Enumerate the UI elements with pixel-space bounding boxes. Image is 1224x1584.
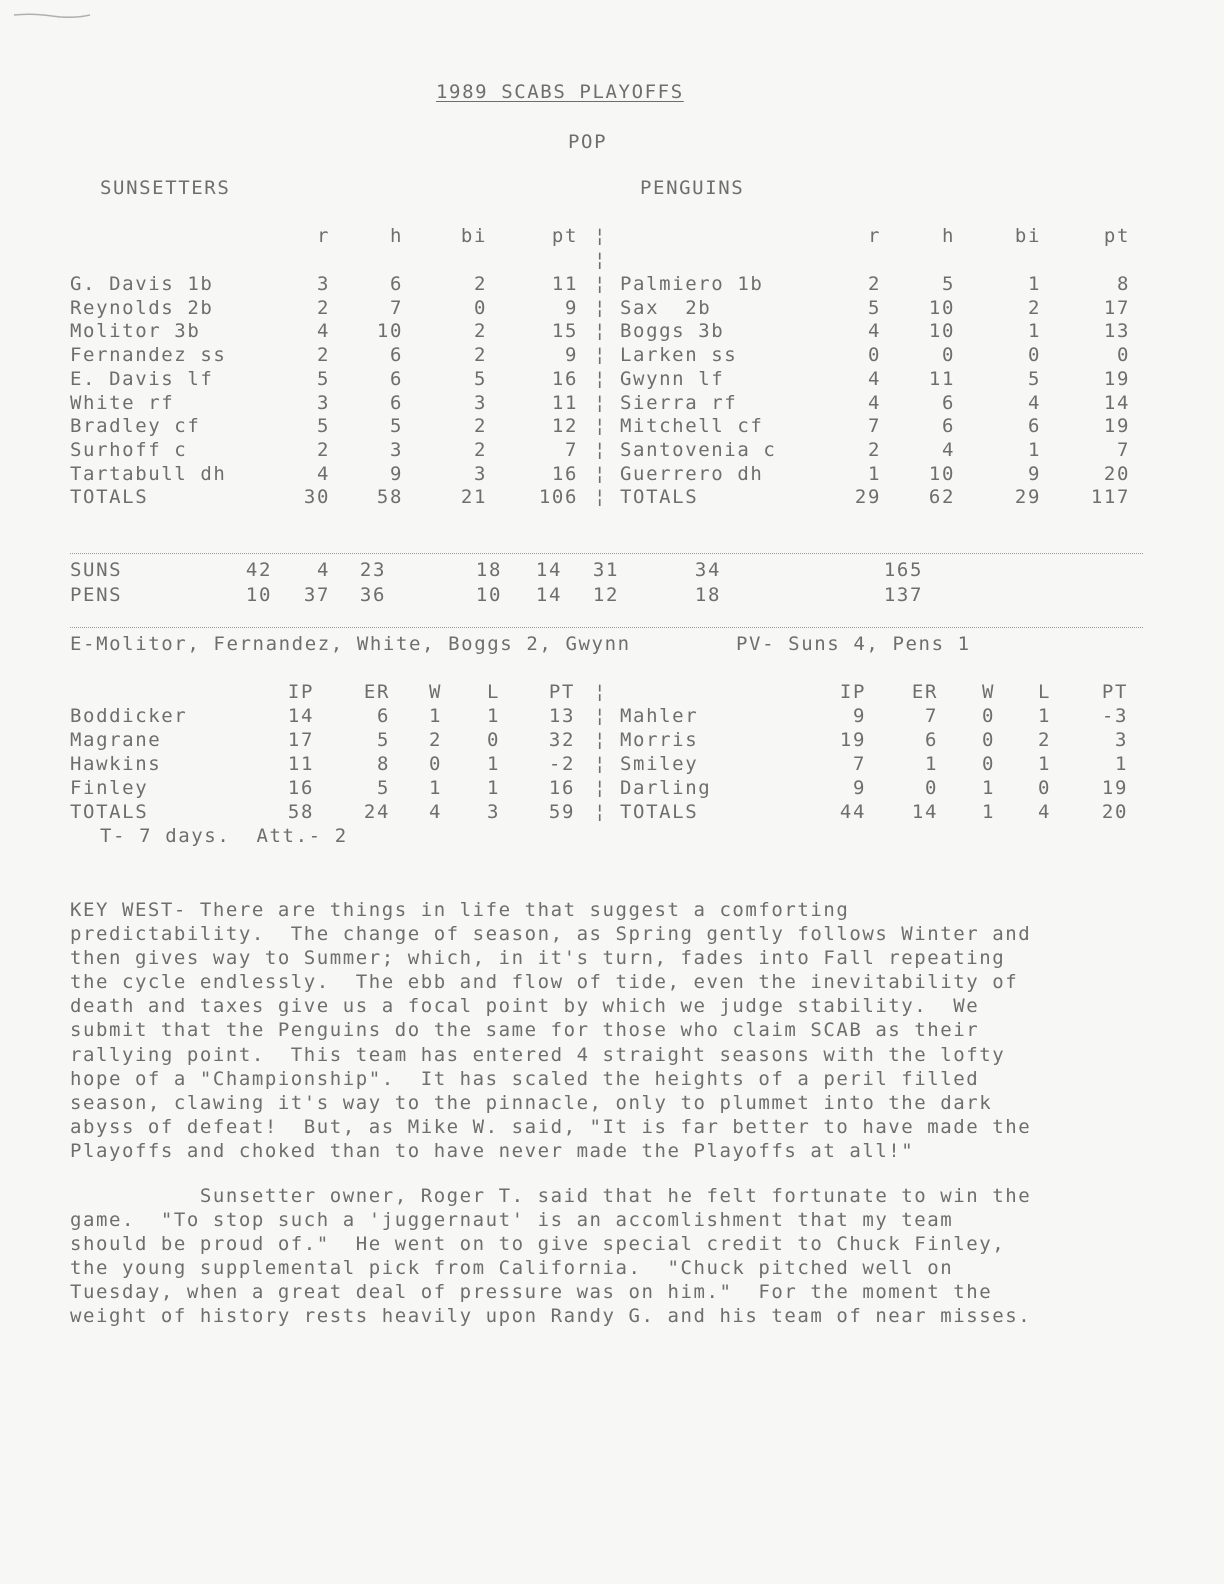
stat-l: 2: [1037, 728, 1051, 751]
stat-r: 4: [316, 462, 330, 485]
stat-bi: 3: [473, 391, 487, 414]
stat-bi: 2: [473, 438, 487, 461]
stat-ip: 44: [839, 800, 866, 823]
stat-l: 1: [486, 704, 500, 727]
stat-er: 0: [924, 776, 938, 799]
table-row: [70, 319, 1170, 343]
stat-pt: 19: [1103, 415, 1130, 438]
scan-mark: [12, 12, 92, 18]
linescore-value: 37: [303, 583, 330, 606]
pitching-col-header: W: [428, 681, 442, 703]
stat-r: 3: [316, 391, 330, 414]
stat-ip: 9: [852, 704, 866, 727]
column-separator: ¦: [594, 752, 606, 775]
stat-bi: 5: [473, 367, 487, 390]
stat-bi: 2: [473, 344, 487, 367]
linescore-value: 18: [475, 559, 502, 581]
article-line: death and taxes give us a focal point by which we judge stability. We: [70, 995, 980, 1018]
divider: [70, 553, 1143, 554]
player-name: TOTALS: [620, 486, 699, 509]
column-separator: ¦: [594, 391, 606, 414]
table-row: [70, 485, 1170, 509]
stat-l: 0: [1037, 776, 1051, 799]
column-separator: ¦: [594, 438, 606, 461]
stat-ip: 58: [287, 800, 314, 823]
stat-r: 4: [316, 320, 330, 343]
linescore-value: 36: [359, 583, 386, 606]
stat-ip: 11: [287, 752, 314, 775]
player-name: Larken ss: [620, 344, 738, 367]
stat-pt: 11: [551, 273, 578, 295]
player-name: Bradley cf: [70, 415, 201, 438]
column-separator: ¦: [594, 320, 606, 343]
stat-l: 0: [486, 728, 500, 751]
article-line: submit that the Penguins do the same for those who claim SCAB as their: [70, 1019, 980, 1042]
table-row: [70, 462, 1170, 486]
stat-bi: 1: [1027, 273, 1041, 295]
stat-w: 4: [428, 800, 442, 823]
column-separator: ¦: [594, 248, 606, 271]
table-row: [70, 391, 1170, 415]
linescore-value: 10: [245, 583, 272, 606]
table-row: [70, 752, 1170, 776]
stat-r: 2: [316, 438, 330, 461]
pitcher-name: Darling: [620, 776, 712, 799]
table-row: [70, 367, 1170, 391]
stat-h: 58: [376, 486, 403, 509]
player-name: Mitchell cf: [620, 415, 764, 438]
stat-pt: 13: [1103, 320, 1130, 343]
player-name: Santovenia c: [620, 438, 777, 461]
pitching-col-header: IP: [839, 681, 866, 703]
pitching-col-header: ER: [911, 681, 938, 703]
stat-r: 30: [303, 486, 330, 509]
team-right-heading: PENGUINS: [640, 177, 745, 199]
linescore-row: [70, 558, 1170, 582]
stat-h: 10: [928, 462, 955, 485]
linescore-value: 10: [475, 583, 502, 606]
stat-l: 1: [486, 752, 500, 775]
article-line: then gives way to Summer; which, in it's turn, fades into Fall repeating: [70, 947, 1006, 970]
stat-h: 6: [941, 391, 955, 414]
pitcher-name: Finley: [70, 776, 149, 799]
article-paragraph-1: [70, 898, 1170, 1163]
stat-h: 11: [928, 367, 955, 390]
column-separator: ¦: [594, 681, 606, 703]
stat-l: 3: [486, 800, 500, 823]
stat-w: 0: [428, 752, 442, 775]
batting-col-header: h: [941, 225, 955, 247]
article-line: Tuesday, when a great deal of pressure was on him." For the moment the: [70, 1281, 993, 1304]
player-name: Fernandez ss: [70, 344, 227, 367]
stat-pt: 15: [551, 320, 578, 343]
stat-w: 1: [981, 776, 995, 799]
table-row: [70, 704, 1170, 728]
article-line: Sunsetter owner, Roger T. said that he felt fortunate to win the: [70, 1185, 1032, 1207]
pitcher-name: Boddicker: [70, 704, 188, 727]
article-line: the young supplemental pick from California. "Chuck pitched well on: [70, 1257, 954, 1280]
stat-ip: 9: [852, 776, 866, 799]
column-separator: ¦: [594, 415, 606, 438]
article-line: abyss of defeat! But, as Mike W. said, "It is far better to have made the: [70, 1115, 1032, 1138]
table-row: [70, 343, 1170, 367]
stat-r: 7: [867, 415, 881, 438]
article-line: hope of a "Championship". It has scaled the heights of a peril filled: [70, 1067, 980, 1090]
player-name: Tartabull dh: [70, 462, 227, 485]
stat-pt: 12: [551, 415, 578, 438]
article-line: season, clawing it's way to the pinnacle, only to plummet into the dark: [70, 1091, 993, 1114]
stat-pt: 20: [1101, 800, 1128, 823]
player-name: Molitor 3b: [70, 320, 201, 343]
stat-l: 4: [1037, 800, 1051, 823]
stat-bi: 2: [473, 320, 487, 343]
stat-h: 10: [928, 296, 955, 319]
stat-bi: 0: [473, 296, 487, 319]
linescore-value: 137: [883, 583, 923, 606]
linescore-value: 42: [245, 559, 272, 581]
pitcher-name: Magrane: [70, 728, 162, 751]
stat-pt: 1: [1114, 752, 1128, 775]
pitching-header-row: [70, 680, 1170, 704]
stat-pt: 106: [538, 486, 578, 509]
stat-pt: 16: [548, 776, 575, 799]
player-name: Palmiero 1b: [620, 273, 764, 295]
stat-h: 6: [389, 344, 403, 367]
stat-pt: 59: [548, 800, 575, 823]
stat-w: 1: [428, 704, 442, 727]
stat-pt: 14: [1103, 391, 1130, 414]
batting-col-header: pt: [1103, 225, 1130, 247]
pitcher-name: Hawkins: [70, 752, 162, 775]
column-separator: ¦: [594, 728, 606, 751]
pitching-col-header: L: [1037, 681, 1051, 703]
pitcher-name: TOTALS: [70, 800, 149, 823]
pitcher-name: Smiley: [620, 752, 699, 775]
pitching-col-header: L: [486, 681, 500, 703]
player-name: Reynolds 2b: [70, 296, 214, 319]
stat-h: 4: [941, 438, 955, 461]
errors-line: E-Molitor, Fernandez, White, Boggs 2, Gwynn: [70, 633, 631, 655]
divider: [70, 627, 1143, 628]
stat-bi: 1: [1027, 438, 1041, 461]
stat-h: 7: [389, 296, 403, 319]
stat-ip: 19: [839, 728, 866, 751]
player-name: Surhoff c: [70, 438, 188, 461]
stat-bi: 9: [1027, 462, 1041, 485]
pitching-col-header: IP: [287, 681, 314, 703]
stat-er: 7: [924, 704, 938, 727]
stat-bi: 0: [1027, 344, 1041, 367]
table-row: [70, 438, 1170, 462]
column-separator: ¦: [594, 296, 606, 319]
table-row: [70, 728, 1170, 752]
linescore-value: 34: [694, 559, 721, 581]
linescore-row: [70, 583, 1170, 607]
linescore-value: 14: [535, 559, 562, 581]
article-line: game. "To stop such a 'juggernaut' is an accomlishment that my team: [70, 1209, 954, 1232]
stat-bi: 3: [473, 462, 487, 485]
player-name: Gwynn lf: [620, 367, 725, 390]
stat-r: 2: [316, 296, 330, 319]
batting-spacer-row: [70, 248, 1170, 272]
stat-pt: 0: [1116, 344, 1130, 367]
player-name: E. Davis lf: [70, 367, 214, 390]
stat-r: 5: [316, 367, 330, 390]
pv-line: PV- Suns 4, Pens 1: [736, 633, 971, 655]
stat-r: 5: [867, 296, 881, 319]
stat-pt: 3: [1114, 728, 1128, 751]
stat-r: 4: [867, 367, 881, 390]
batting-col-header: bi: [1014, 225, 1041, 247]
stat-h: 10: [376, 320, 403, 343]
stat-pt: 9: [564, 296, 578, 319]
stat-ip: 14: [287, 704, 314, 727]
stat-r: 2: [867, 273, 881, 295]
pitching-col-header: W: [981, 681, 995, 703]
pitcher-name: Morris: [620, 728, 699, 751]
stat-r: 2: [316, 344, 330, 367]
stat-pt: 117: [1090, 486, 1130, 509]
column-separator: ¦: [594, 367, 606, 390]
batting-col-header: r: [316, 225, 330, 247]
pitching-col-header: PT: [548, 681, 575, 703]
pitching-col-header: ER: [363, 681, 390, 703]
player-name: Guerrero dh: [620, 462, 764, 485]
column-separator: ¦: [594, 486, 606, 509]
linescore-value: 31: [592, 559, 619, 581]
batting-col-header: bi: [460, 225, 487, 247]
stat-bi: 6: [1027, 415, 1041, 438]
batting-col-header: r: [867, 225, 881, 247]
column-separator: ¦: [594, 462, 606, 485]
stat-pt: 11: [551, 391, 578, 414]
stat-pt: 19: [1103, 367, 1130, 390]
stat-bi: 2: [1027, 296, 1041, 319]
stat-pt: 16: [551, 462, 578, 485]
pitcher-name: Mahler: [620, 704, 699, 727]
linescore-value: 4: [316, 559, 330, 581]
stat-h: 6: [389, 391, 403, 414]
stat-ip: 7: [852, 752, 866, 775]
stat-pt: 32: [548, 728, 575, 751]
column-separator: ¦: [594, 704, 606, 727]
column-separator: ¦: [594, 776, 606, 799]
linescore-value: 165: [883, 559, 923, 581]
article-line: rallying point. This team has entered 4 straight seasons with the lofty: [70, 1043, 1006, 1066]
stat-bi: 21: [460, 486, 487, 509]
stat-r: 1: [867, 462, 881, 485]
stat-h: 0: [941, 344, 955, 367]
stat-w: 0: [981, 704, 995, 727]
pitching-col-header: PT: [1101, 681, 1128, 703]
stat-pt: 8: [1116, 273, 1130, 295]
stat-pt: 17: [1103, 296, 1130, 319]
table-row: [70, 272, 1170, 296]
table-row: [70, 800, 1170, 824]
stat-h: 9: [389, 462, 403, 485]
stat-w: 0: [981, 728, 995, 751]
stat-pt: -3: [1101, 704, 1128, 727]
stat-h: 6: [389, 367, 403, 390]
stat-er: 6: [376, 704, 390, 727]
stat-er: 14: [911, 800, 938, 823]
stat-bi: 4: [1027, 391, 1041, 414]
team-abbrev: PENS: [70, 583, 123, 606]
stat-r: 29: [854, 486, 881, 509]
stat-h: 6: [941, 415, 955, 438]
stat-bi: 5: [1027, 367, 1041, 390]
page-title: 1989 SCABS PLAYOFFS: [436, 81, 684, 103]
table-row: [70, 296, 1170, 320]
stat-pt: 19: [1101, 776, 1128, 799]
stat-bi: 29: [1014, 486, 1041, 509]
stat-r: 4: [867, 391, 881, 414]
page-subtitle: POP: [568, 131, 608, 153]
stat-bi: 2: [473, 415, 487, 438]
stat-pt: 9: [564, 344, 578, 367]
stat-h: 3: [389, 438, 403, 461]
stat-h: 5: [941, 273, 955, 295]
stat-er: 5: [376, 728, 390, 751]
linescore-value: 14: [535, 583, 562, 606]
stat-h: 6: [389, 273, 403, 295]
player-name: White rf: [70, 391, 175, 414]
stat-w: 2: [428, 728, 442, 751]
stat-h: 62: [928, 486, 955, 509]
stat-ip: 16: [287, 776, 314, 799]
stat-pt: 16: [551, 367, 578, 390]
article-line: should be proud of." He went on to give special credit to Chuck Finley,: [70, 1233, 1006, 1256]
stat-pt: 13: [548, 704, 575, 727]
stat-bi: 1: [1027, 320, 1041, 343]
stat-er: 1: [924, 752, 938, 775]
player-name: Boggs 3b: [620, 320, 725, 343]
column-separator: ¦: [594, 344, 606, 367]
article-line: the cycle endlessly. The ebb and flow of tide, even the inevitability of: [70, 971, 1019, 994]
player-name: TOTALS: [70, 486, 149, 509]
team-abbrev: SUNS: [70, 559, 123, 581]
stat-pt: 7: [1116, 438, 1130, 461]
stat-er: 8: [376, 752, 390, 775]
game-footer: T- 7 days. Att.- 2: [100, 825, 348, 847]
article-line: Playoffs and choked than to have never made the Playoffs at all!": [70, 1139, 915, 1162]
stat-w: 0: [981, 752, 995, 775]
stat-pt: 20: [1103, 462, 1130, 485]
stat-r: 5: [316, 415, 330, 438]
table-row: [70, 414, 1170, 438]
stat-er: 5: [376, 776, 390, 799]
stat-er: 6: [924, 728, 938, 751]
player-name: Sierra rf: [620, 391, 738, 414]
stat-pt: 7: [564, 438, 578, 461]
column-separator: ¦: [594, 225, 606, 247]
stat-l: 1: [486, 776, 500, 799]
linescore-value: 12: [592, 583, 619, 606]
stat-l: 1: [1037, 752, 1051, 775]
stat-r: 4: [867, 320, 881, 343]
stat-l: 1: [1037, 704, 1051, 727]
article-line: KEY WEST- There are things in life that suggest a comforting: [70, 899, 850, 921]
player-name: G. Davis 1b: [70, 273, 214, 295]
linescore-value: 18: [694, 583, 721, 606]
linescore-value: 23: [359, 559, 386, 581]
pitcher-name: TOTALS: [620, 800, 699, 823]
column-separator: ¦: [594, 273, 606, 295]
stat-h: 10: [928, 320, 955, 343]
stat-pt: -2: [548, 752, 575, 775]
article-line: predictability. The change of season, as Spring gently follows Winter and: [70, 923, 1032, 946]
player-name: Sax 2b: [620, 296, 712, 319]
stat-r: 2: [867, 438, 881, 461]
stat-er: 24: [363, 800, 390, 823]
column-separator: ¦: [594, 800, 606, 823]
article-line: weight of history rests heavily upon Randy G. and his team of near misses.: [70, 1305, 1032, 1328]
stat-w: 1: [428, 776, 442, 799]
stat-r: 3: [316, 273, 330, 295]
stat-h: 5: [389, 415, 403, 438]
stat-w: 1: [981, 800, 995, 823]
stat-r: 0: [867, 344, 881, 367]
stat-bi: 2: [473, 273, 487, 295]
article-paragraph-2: [70, 1184, 1170, 1329]
batting-col-header: h: [389, 225, 403, 247]
batting-header-row: [70, 224, 1170, 248]
table-row: [70, 776, 1170, 800]
team-left-heading: SUNSETTERS: [100, 177, 231, 199]
batting-col-header: pt: [551, 225, 578, 247]
stat-ip: 17: [287, 728, 314, 751]
